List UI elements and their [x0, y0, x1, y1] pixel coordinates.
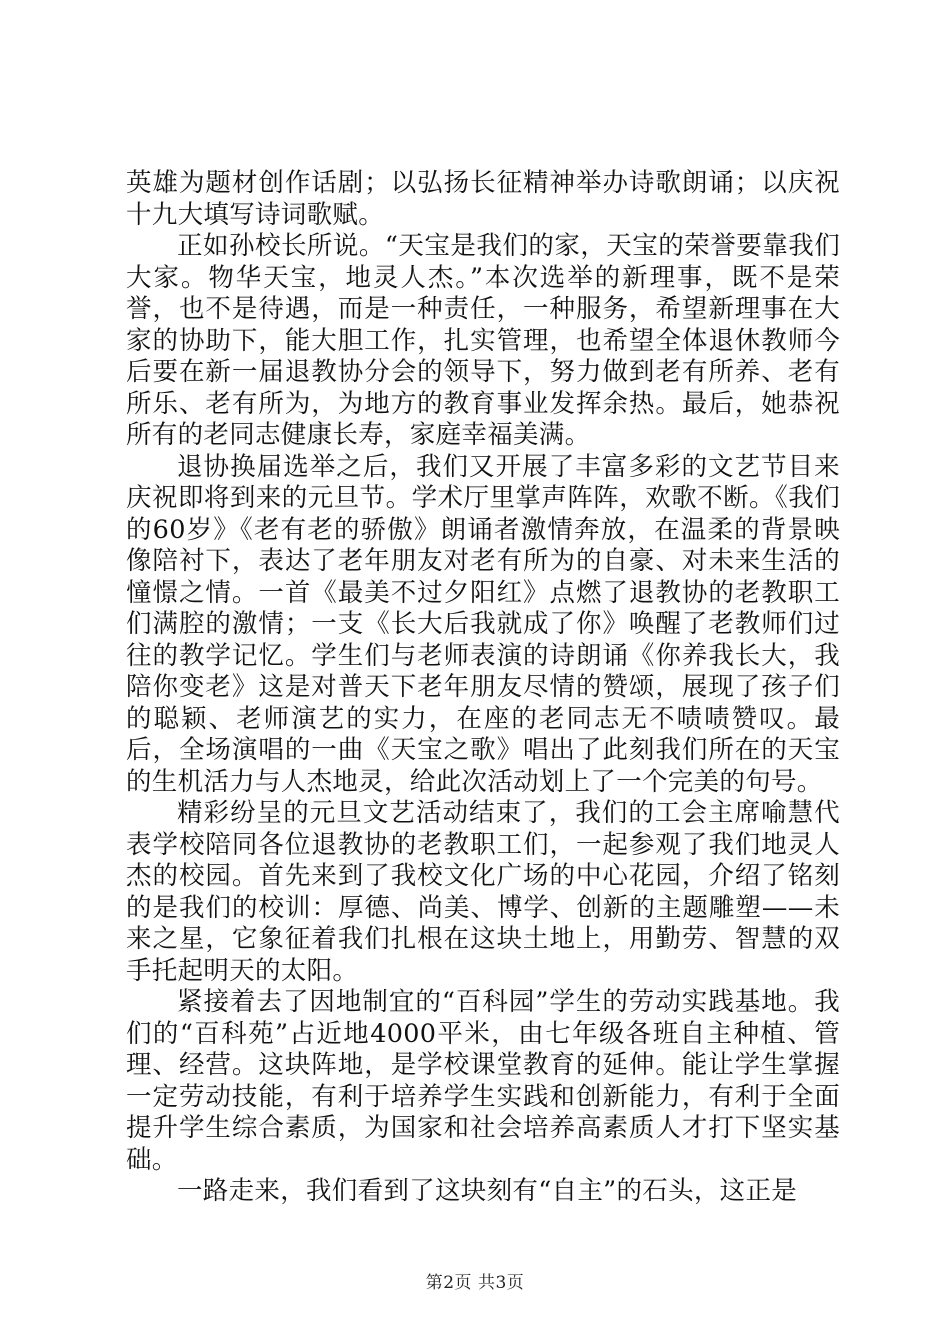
paragraph-practice-base: 紧接着去了因地制宜的“百科园”学生的劳动实践基地。我们的“百科苑”占近地4000平米，由七年级各班自主种植、管理、经营。这块阵地，是学校课堂教育的延伸。能让学生掌握一定劳动技能，有利于培养学生实践和创新能力，有利于全面提升学生综合素质，为国家和社会培养高素质人才打下坚实基础。: [126, 987, 840, 1175]
document-body: [126, 168, 840, 1208]
paragraph-continued: 英雄为题材创作话剧；以弘扬长征精神举办诗歌朗诵；以庆祝十九大填写诗词歌赋。: [126, 168, 840, 230]
paragraph-principal-speech: 正如孙校长所说。“天宝是我们的家，天宝的荣誉要靠我们大家。物华天宝，地灵人杰。”本次选举的新理事，既不是荣誉，也不是待遇，而是一种责任，一种服务，希望新理事在大家的协助下，能大胆工作，扎实管理，也希望全体退休教师今后要在新一届退教协分会的领导下，努力做到老有所养、老有所乐、老有所为，为地方的教育事业发挥余热。最后，她恭祝所有的老同志健康长寿，家庭幸福美满。: [126, 231, 840, 450]
paragraph-campus-tour: 精彩纷呈的元旦文艺活动结束了，我们的工会主席喻慧代表学校陪同各位退教协的老教职工们，一起参观了我们地灵人杰的校园。首先来到了我校文化广场的中心花园，介绍了铭刻的是我们的校训：厚德、尚美、博学、创新的主题雕塑——未来之星，它象征着我们扎根在这块土地上，用勤劳、智慧的双手托起明天的太阳。: [126, 798, 840, 986]
page-number-footer: 第2页 共3页: [425, 1273, 525, 1293]
paragraph-stone: 一路走来，我们看到了这块刻有“自主”的石头，这正是: [177, 1176, 798, 1206]
paragraph-performances: 退协换届选举之后，我们又开展了丰富多彩的文艺节目来庆祝即将到来的元旦节。学术厅里掌声阵阵，欢歌不断。《我们的60岁》《老有老的骄傲》朗诵者激情奔放，在温柔的背景映像陪衬下，表达了老年朋友对老有所为的自豪、对未来生活的憧憬之情。一首《最美不过夕阳红》点燃了退教协的老教职工们满腔的激情；一支《长大后我就成了你》唤醒了老教师们过往的教学记忆。学生们与老师表演的诗朗诵《你养我长大，我陪你变老》这是对普天下老年朋友尽情的赞颂，展现了孩子们的聪颖、老师演艺的实力，在座的老同志无不啧啧赞叹。最后，全场演唱的一曲《天宝之歌》唱出了此刻我们所在的天宝的生机活力与人杰地灵，给此次活动划上了一个完美的句号。: [126, 451, 840, 797]
